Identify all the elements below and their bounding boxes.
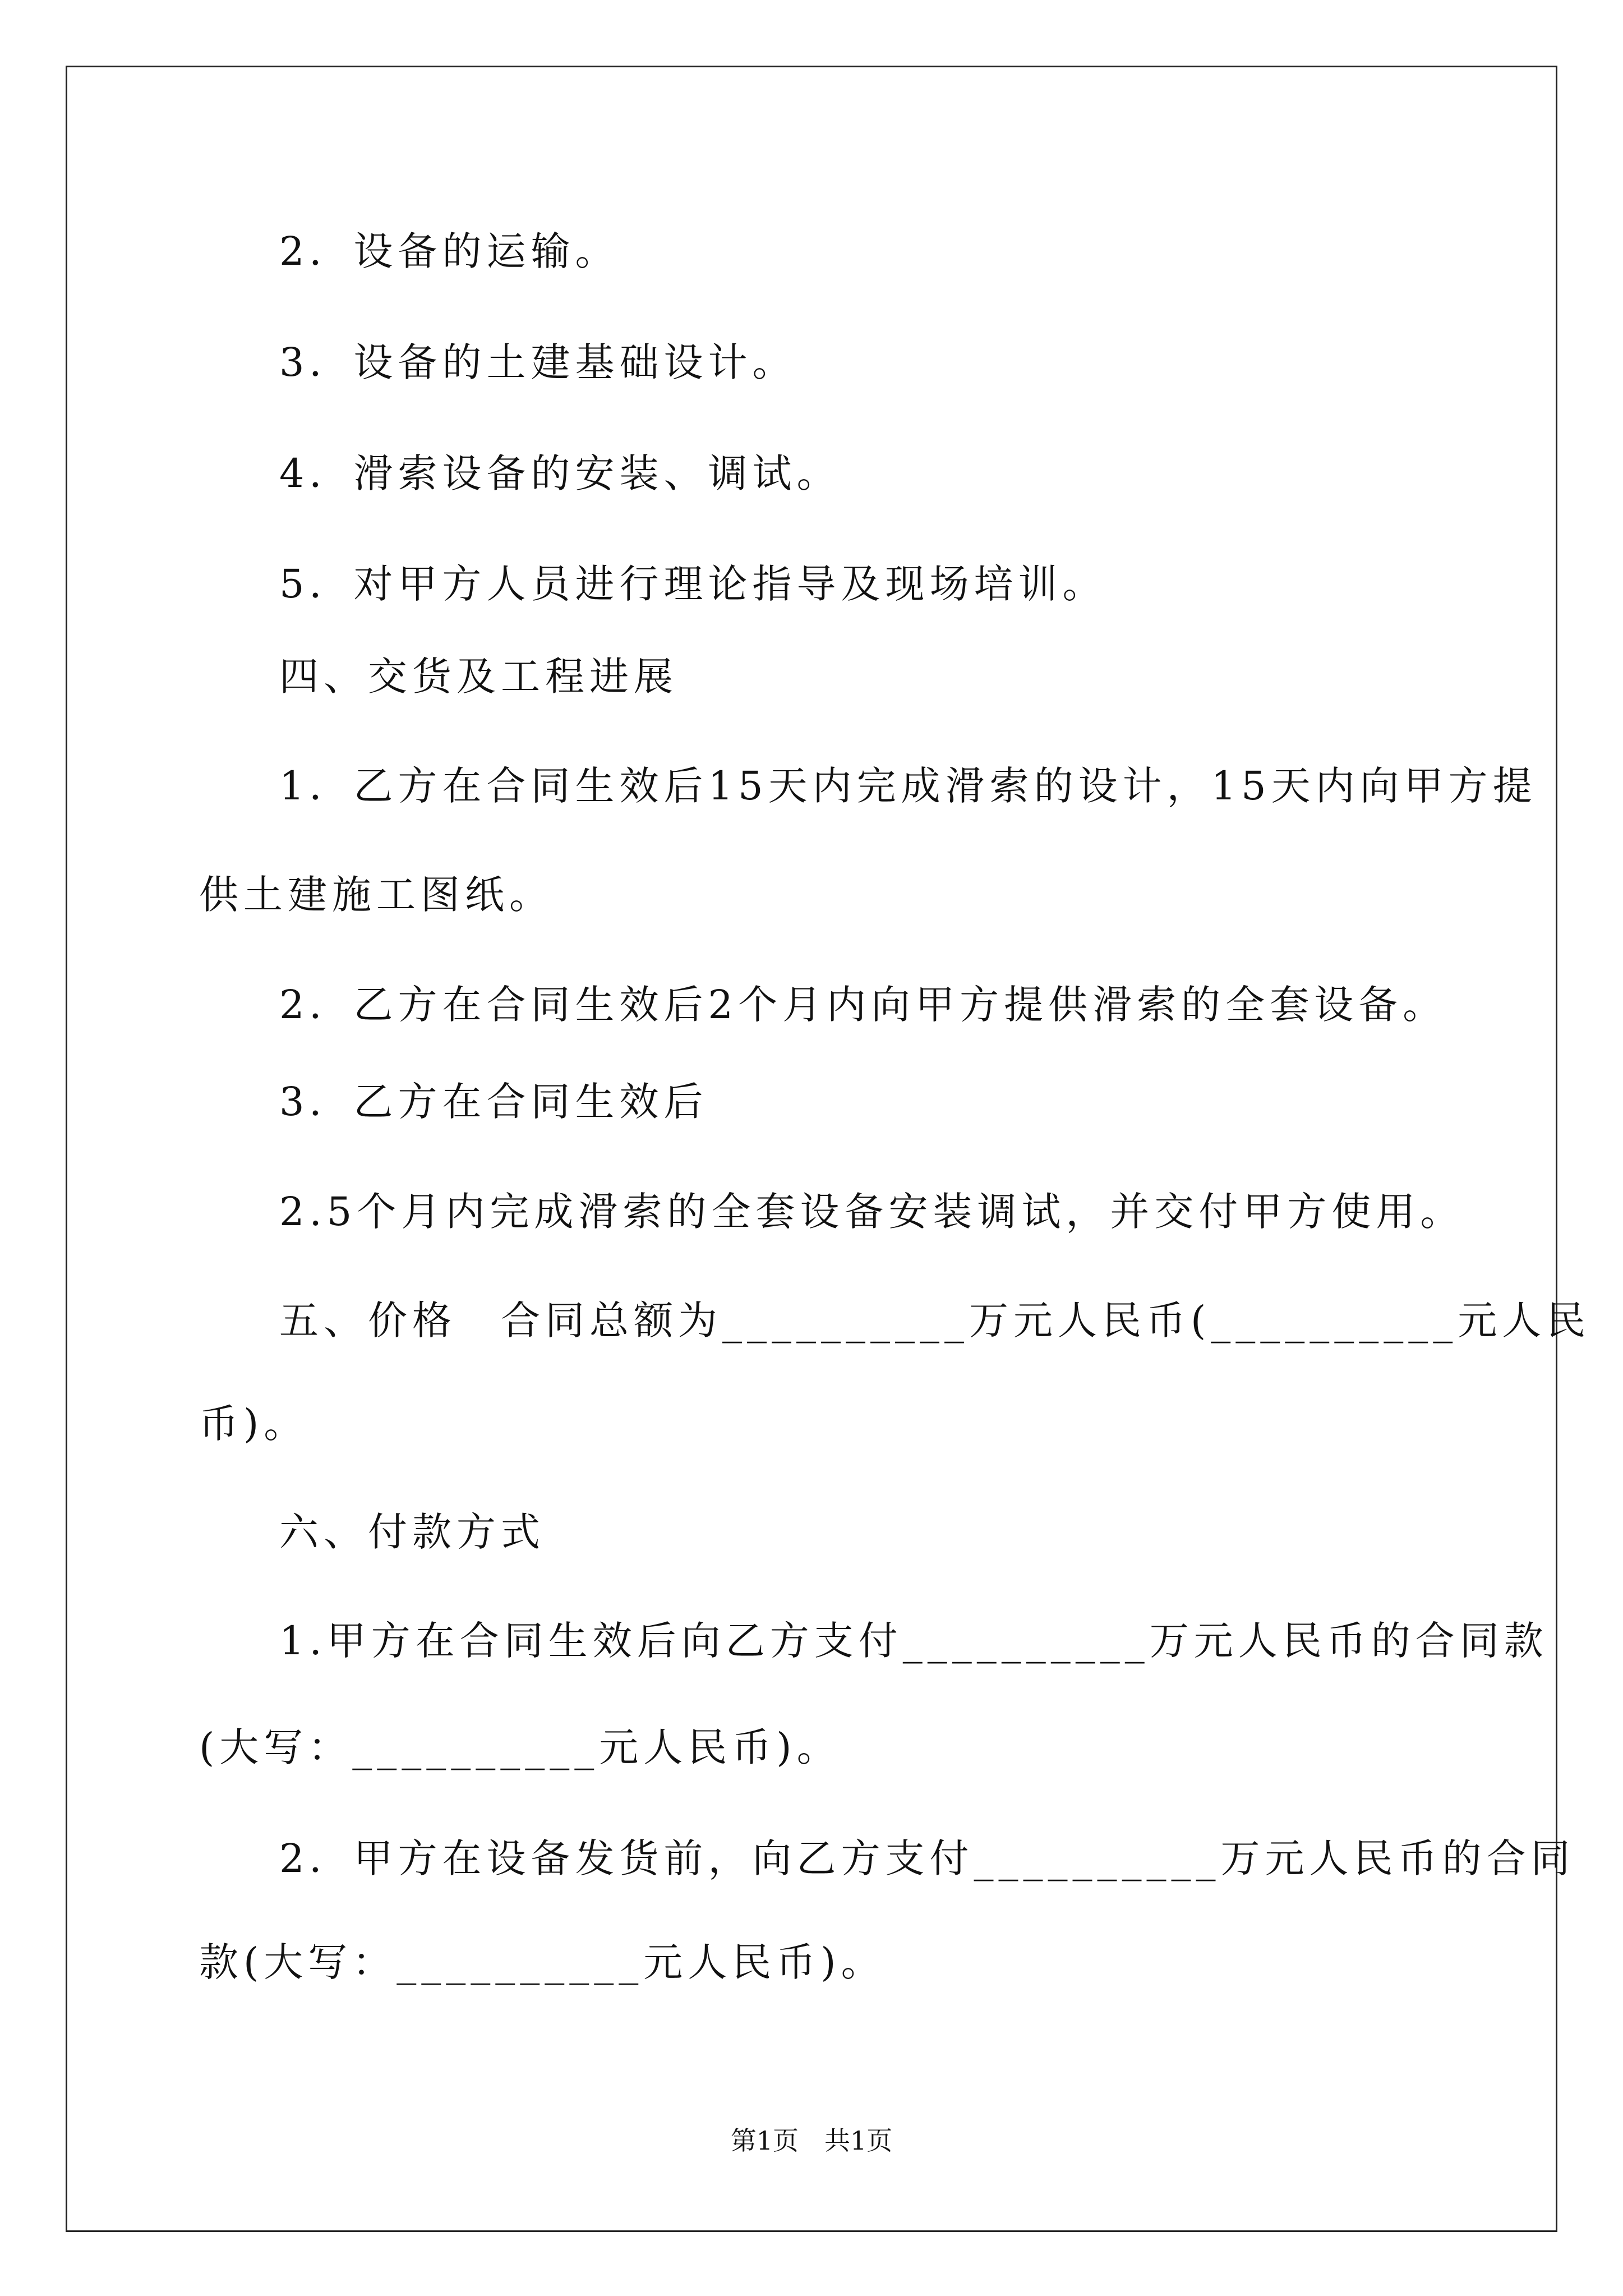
text-line: 币)。 xyxy=(199,1401,308,1447)
text-line: 供土建施工图纸。 xyxy=(199,872,554,918)
page-footer: 第1页 共1页 xyxy=(730,2125,893,2156)
text-line: 3．设备的土建基础设计。 xyxy=(279,339,797,385)
text-line: 2．设备的运输。 xyxy=(279,228,620,274)
section-heading: 六、付款方式 xyxy=(279,1509,545,1555)
text-line: (大写：__________元人民币)。 xyxy=(199,1724,841,1770)
text-line: 4．滑索设备的安装、调试。 xyxy=(279,450,841,496)
text-line: 3．乙方在合同生效后 xyxy=(279,1079,708,1125)
text-line: 五、价格 合同总额为__________万元人民币(__________元人民 xyxy=(279,1297,1591,1343)
text-line: 款(大写：__________元人民币)。 xyxy=(199,1939,886,1985)
text-line: 2．甲方在设备发货前，向乙方支付__________万元人民币的合同 xyxy=(279,1835,1575,1881)
text-line: 2．乙方在合同生效后2个月内向甲方提供滑索的全套设备。 xyxy=(279,982,1447,1028)
text-line: 1.甲方在合同生效后向乙方支付__________万元人民币的合同款 xyxy=(279,1618,1548,1664)
text-line: 2.5个月内完成滑索的全套设备安装调试，并交付甲方使用。 xyxy=(279,1189,1465,1235)
text-line: 5．对甲方人员进行理论指导及现场培训。 xyxy=(279,561,1107,607)
text-line: 1．乙方在合同生效后15天内完成滑索的设计，15天内向甲方提 xyxy=(279,763,1537,809)
page-frame xyxy=(66,66,1557,2232)
section-heading: 四、交货及工程进展 xyxy=(279,654,678,700)
